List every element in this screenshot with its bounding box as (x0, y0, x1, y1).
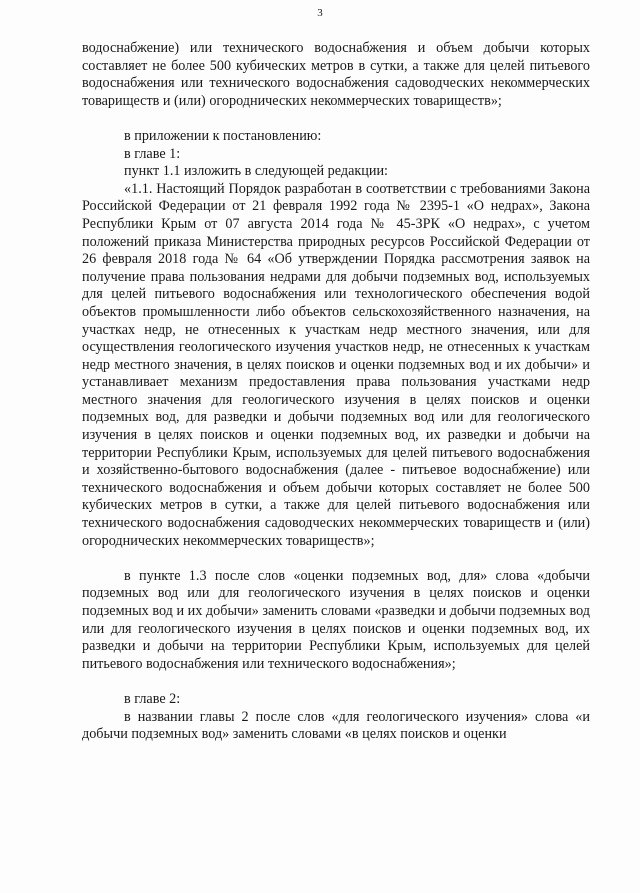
paragraph-clause-1-1-text: «1.1. Настоящий Порядок разработан в соответствии с требованиями Закона Российской Федерации от 21 февраля 1992 года № 2395-1 «О недрах», Закона Республики Крым от 07 августа 2014 года № 45-ЗРК «О недрах», с учетом положений приказа Министерства природных ресурсов Российской Федерации от 26 февраля 2018 года № 64 «Об утверждении Порядка рассмотрения заявок на получение права пользования недрами для добычи подземных вод, используемых для целей питьевого водоснабжения или технологического обеспечения водой объектов промышленности либо объектов сельскохозяйственного назначения, на участках недр, не отнесенных к участкам недр местного значения, или для осуществления геологического изучения участков недр, не отнесенных к участкам недр местного значения, в целях поисков и оценки подземных вод и их добычи» и устанавливает механизм предоставления права пользования участками недр местного значения для геологического изучения в целях поисков и оценки подземных вод, для разведки и добычи подземных вод или для геологического изучения в целях поисков и оценки подземных вод, их разведки и добычи на территории Республики Крым, используемых для целей питьевого водоснабжения и хозяйственно-бытового водоснабжения (далее - питьевое водоснабжение) или технического водоснабжения и объем добычи которых составляет не более 500 кубических метров в сутки, а также для целей питьевого водоснабжения или технического водоснабжения садоводческих некоммерческих товариществ и (или) огороднических некоммерческих товариществ»; (82, 180, 590, 549)
paragraph-clause-1-3: в пункте 1.3 после слов «оценки подземных вод, для» слова «добычи подземных вод или для геологического изучения в целях поисков и оценки подземных вод и их добычи» заменить словами «разведки и добычи подземных вод или для геологического изучения в целях поисков и оценки подземных вод, их разведки и добычи на территории Республики Крым, используемых для целей питьевого водоснабжения или технического водоснабжения»; (82, 567, 590, 672)
document-body (82, 40, 590, 744)
paragraph-clause-1-1-intro: пункт 1.1 изложить в следующей редакции: (124, 163, 388, 180)
paragraph-gap (82, 110, 590, 128)
paragraph-gap (82, 550, 590, 568)
paragraph-continuation: водоснабжение) или технического водоснабжения и объем добычи которых составляет не более 500 кубических метров в сутки, а также для целей питьевого водоснабжения или технического водоснабжения садоводческих некоммерческих товариществ и (или) огороднических некоммерческих товариществ»; (82, 40, 590, 109)
paragraph-chapter-2-title: в названии главы 2 после слов «для геологического изучения» слова «и добычи подземных вод» заменить словами «в целях поисков и оценки (82, 708, 590, 743)
paragraph-gap (82, 673, 590, 691)
page-number: 3 (317, 7, 323, 19)
paragraph-appendix-intro: в приложении к постановлению: (124, 127, 322, 144)
paragraph-chapter-1: в главе 1: (124, 145, 181, 162)
paragraph-chapter-2: в главе 2: (124, 690, 181, 707)
